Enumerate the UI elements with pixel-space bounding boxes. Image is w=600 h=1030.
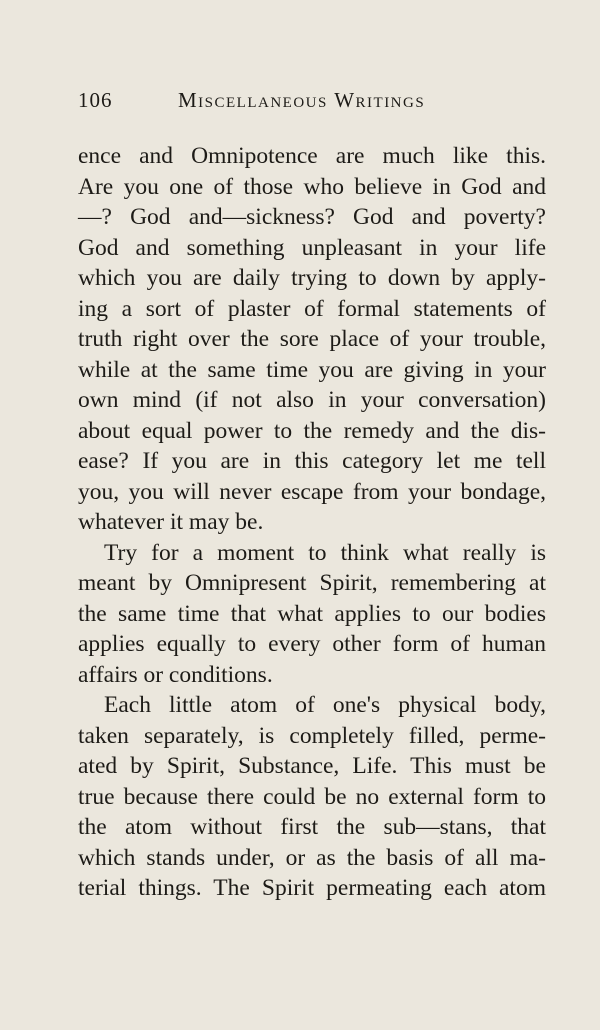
running-head [78, 88, 546, 122]
text-line: the same time that what applies to our bodies [78, 600, 546, 627]
text-line: Try for a moment to think what really is [104, 539, 546, 566]
text-line: taken separately, is completely filled, perme- [78, 722, 546, 749]
text-line: own mind (if not also in your conversation) [78, 387, 546, 413]
page-number: 106 [78, 88, 113, 112]
text-line: whatever it may be. [78, 509, 264, 535]
text-line: affairs or conditions. [78, 661, 273, 688]
text-line: meant by Omnipresent Spirit, remembering at [78, 570, 546, 596]
text-line: which you are daily trying to down by apply- [78, 265, 546, 291]
text-line: you, you will never escape from your bondage, [78, 478, 546, 505]
text-line: ated by Spirit, Substance, Life. This must be [78, 753, 546, 779]
text-line: truth right over the sore place of your trouble, [78, 326, 546, 352]
text-line: true because there could be no external form to [78, 783, 546, 810]
text-line: God and something unpleasant in your life [78, 234, 546, 261]
text-line: about equal power to the remedy and the dis- [78, 417, 546, 444]
text-line: Each little atom of one's physical body, [104, 692, 546, 718]
text-line: applies equally to every other form of human [78, 631, 546, 657]
text-line: which stands under, or as the basis of all ma- [78, 844, 546, 871]
body-text [78, 141, 546, 904]
running-title: Miscellaneous Writings [178, 88, 426, 112]
paragraph-2 [78, 538, 546, 691]
paragraph-1 [78, 141, 546, 538]
text-line: while at the same time you are giving in your [78, 356, 546, 383]
paragraph-3 [78, 690, 546, 904]
text-line: —? God and—sickness? God and poverty? [78, 204, 546, 230]
text-line: the atom without first the sub—stans, that [78, 814, 546, 840]
text-line: terial things. The Spirit permeating each atom [78, 875, 546, 901]
text-line: ence and Omnipotence are much like this. [78, 143, 546, 169]
text-line: ease? If you are in this category let me tell [78, 448, 546, 474]
text-line: Are you one of those who believe in God and [78, 173, 546, 200]
text-line: ing a sort of plaster of formal statements of [78, 295, 546, 322]
